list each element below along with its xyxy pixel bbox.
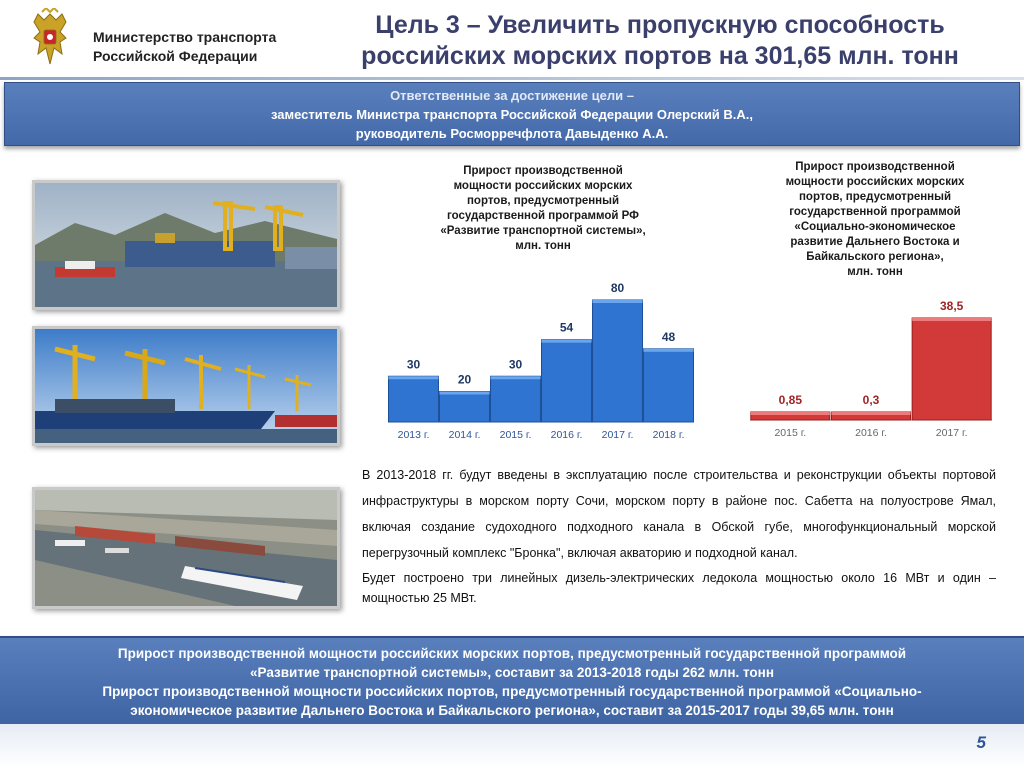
header-divider xyxy=(0,77,1024,80)
chart-2-title-line: Байкальского региона», xyxy=(806,251,944,263)
responsible-line-1: Ответственные за достижение цели – xyxy=(390,88,634,103)
summary-line-4: экономическое развитие Дальнего Востока и Байкальского региона», составит за 2015-2017 годы 39,65 млн. тонн xyxy=(130,703,894,718)
responsible-banner xyxy=(4,82,1020,146)
bar xyxy=(542,340,592,422)
bar-highlight xyxy=(593,300,643,303)
data-label: 0,85 xyxy=(778,393,803,407)
bar-group xyxy=(593,281,643,422)
summary-line-3: Прирост производственной мощности российских портов, предусмотренный государственной программой «Социально- xyxy=(102,684,922,699)
x-tick-label: 2016 г. xyxy=(550,429,583,441)
bar xyxy=(491,376,541,422)
bar-group xyxy=(912,299,991,420)
data-label: 48 xyxy=(661,329,676,344)
x-tick-label: 2015 г. xyxy=(774,427,807,439)
x-tick-label: 2018 г. xyxy=(652,429,685,441)
bar xyxy=(644,349,694,422)
responsible-line-2: заместитель Министра транспорта Российской Федерации Олерский В.А., xyxy=(270,107,754,122)
x-tick-label: 2014 г. xyxy=(448,429,481,441)
bar-highlight xyxy=(912,318,991,321)
summary-line-2: «Развитие транспортной системы», составит за 2013-2018 годы 262 млн. тонн xyxy=(250,665,774,680)
title-line-1: Цель 3 – Увеличить пропускную способность xyxy=(375,11,945,39)
bar-group xyxy=(440,373,490,423)
bar-highlight xyxy=(831,412,910,415)
port-photo-2-image xyxy=(35,329,337,443)
bar xyxy=(593,300,643,422)
body-paragraph-2: Будет построено три линейных дизель-электрических ледокола мощностью около 16 МВт и один – мощностью 25 МВт. xyxy=(362,571,996,605)
bar xyxy=(440,392,490,423)
chart-1-port-capacity xyxy=(380,270,700,450)
data-label: 30 xyxy=(406,357,421,372)
chart-2-title-line: развитие Дальнего Востока и xyxy=(790,236,960,248)
x-tick-label: 2017 г. xyxy=(601,429,634,441)
footer-strip xyxy=(0,724,1024,768)
chart-2-title-line: Прирост производственной xyxy=(795,161,955,173)
chart-1-title xyxy=(412,164,674,254)
bar-highlight xyxy=(491,376,541,379)
body-paragraph-1: В 2013-2018 гг. будут введены в эксплуатацию после строительства и реконструкции объекты портовой инфраструктуры в морском порту Сочи, морском порту в районе пос. Сабетта на полуострове Ямал, включая создание судоходного подходного канала в Обской губе, многофункциональный морской перегрузочный комплекс "Бронка", включая акваторию и подходной канал. xyxy=(362,468,996,560)
port-photo-3-image xyxy=(35,490,337,606)
data-label: 20 xyxy=(457,372,472,387)
responsible-line-3: руководитель Росморречфлота Давыденко А.А. xyxy=(355,126,669,141)
body-text xyxy=(362,462,996,608)
data-label: 54 xyxy=(559,320,574,335)
chart-2-far-east-capacity xyxy=(744,290,1004,440)
chart-2-title-line: «Социально-экономическое xyxy=(794,221,956,233)
data-label: 30 xyxy=(508,357,523,372)
data-label: 38,5 xyxy=(939,299,964,313)
bar-highlight xyxy=(751,412,830,415)
summary-banner xyxy=(0,636,1024,724)
bar-group xyxy=(751,393,830,420)
chart-1-title-line: «Развитие транспортной системы», xyxy=(440,225,646,237)
bar xyxy=(912,318,991,420)
bar-highlight xyxy=(389,376,439,379)
page-number: 5 xyxy=(976,733,986,752)
port-photo-1 xyxy=(32,180,340,310)
data-label: 0,3 xyxy=(862,393,880,407)
chart-1-title-line: Прирост производственной xyxy=(463,165,623,177)
page-title xyxy=(330,10,990,72)
chart-1-title-line: портов, предусмотренный xyxy=(466,195,620,207)
x-tick-label: 2016 г. xyxy=(855,427,887,439)
title-line-2: российских морских портов на 301,65 млн. тонн xyxy=(361,42,959,70)
ministry-line-2: Российской Федерации xyxy=(93,48,258,64)
port-photo-2 xyxy=(32,326,340,446)
chart-1-title-line: мощности российских морских xyxy=(453,180,633,192)
chart-2-title-line: млн. тонн xyxy=(847,266,903,278)
ministry-line-1: Министерство транспорта xyxy=(93,29,277,45)
bar-highlight xyxy=(440,392,490,395)
x-tick-label: 2013 г. xyxy=(397,429,430,441)
x-tick-label: 2015 г. xyxy=(499,429,532,441)
bar xyxy=(389,376,439,422)
bar-highlight xyxy=(644,349,694,352)
x-tick-label: 2017 г. xyxy=(935,427,968,439)
bar-group xyxy=(831,393,910,420)
port-photo-3 xyxy=(32,487,340,609)
chart-2-title-line: портов, предусмотренный xyxy=(798,191,952,203)
chart-2-title-line: мощности российских морских xyxy=(785,176,965,188)
chart-2-title-line: государственной программой xyxy=(789,206,961,218)
header xyxy=(0,0,1024,80)
coat-of-arms-icon xyxy=(20,8,80,70)
bar-highlight xyxy=(542,340,592,343)
port-photo-1-image xyxy=(35,183,337,307)
data-label: 80 xyxy=(610,281,625,295)
bar-group xyxy=(491,357,541,422)
bar-group xyxy=(389,357,439,422)
summary-line-1: Прирост производственной мощности российских морских портов, предусмотренный государственной программой xyxy=(117,646,907,661)
chart-1-title-line: млн. тонн xyxy=(515,240,571,252)
ministry-name xyxy=(93,28,276,66)
chart-1-title-line: государственной программой РФ xyxy=(447,210,639,222)
bar-group xyxy=(644,330,694,422)
bar-group xyxy=(542,321,592,422)
chart-2-title xyxy=(756,160,994,280)
